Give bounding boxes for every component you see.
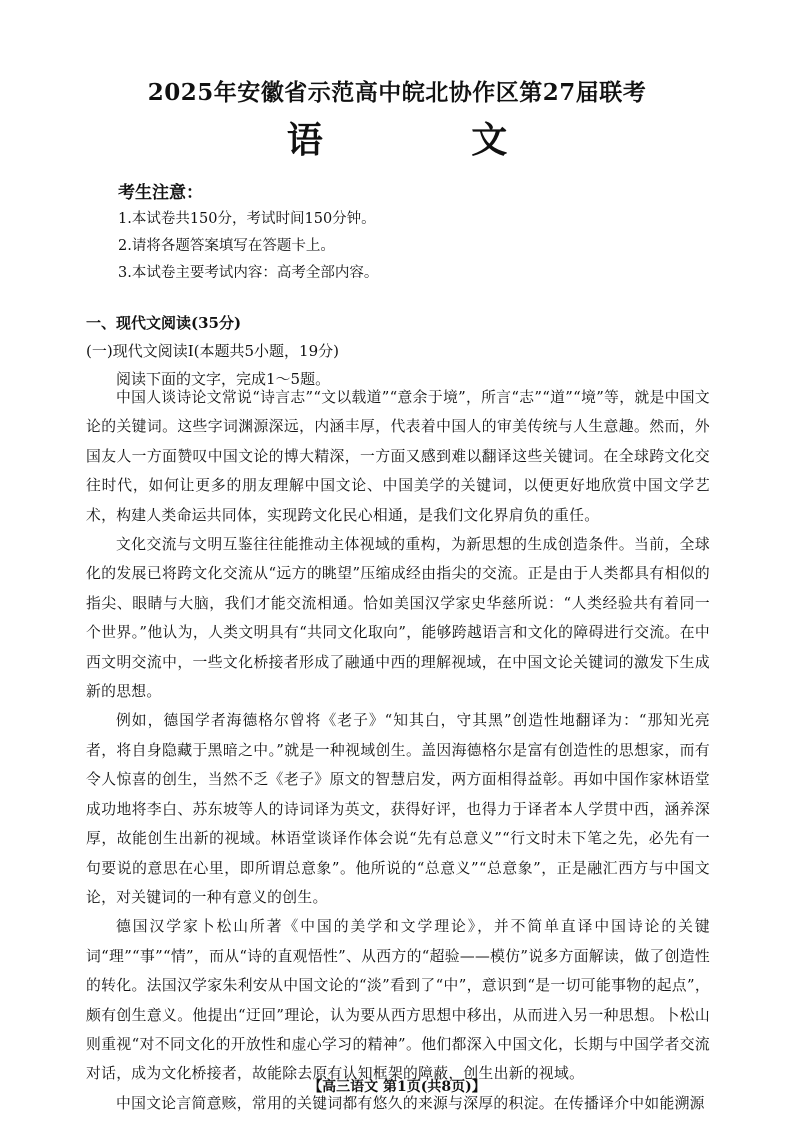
notice-item: 1.本试卷共150分，考试时间150分钟。 <box>118 211 376 227</box>
page-footer: 【高三语文 第1页(共8页)】 <box>308 1079 486 1095</box>
passage-body <box>86 383 710 1118</box>
passage-paragraph: 文化交流与文明互鉴往往能推动主体视域的重构，为新思想的生成创造条件。当前，全球化的发展已将跨文化交流从“远方的眺望”压缩成经由指尖的交流。正是由于人类都具有相似的指尖、眼睛与大脑，我们才能交流相通。恰如美国汉学家史华慈所说：“人类经验共有着同一个世界。”他认为，人类文明具有“共同文化取向”，能够跨越语言和文化的障碍进行交流。在中西文明交流中，一些文化桥接者形成了融通中西的理解视域，在中国文论关键词的激发下生成新的思想。 <box>86 536 710 701</box>
reading-instruction: 阅读下面的文字，完成1～5题。 <box>116 370 331 388</box>
passage-paragraph: 例如，德国学者海德格尔曾将《老子》“知其白，守其黑”创造性地翻译为：“那知光亮者，将自身隐藏于黑暗之中。”就是一种视域创生。盖因海德格尔是富有创造性的思想家，而有令人惊喜的创生，当然不乏《老子》原文的智慧启发，两方面相得益彰。再如中国作家林语堂成功地将李白、苏东坡等人的诗词译为英文，获得好评，也得力于译者本人学贯中西，涵养深厚，故能创生出新的视域。林语堂谈译作体会说“先有总意义”“行文时未下笔之先，必先有一句要说的意思在心里，即所谓总意象”。他所说的“总意义”“总意象”，正是融汇西方与中国文论，对关键词的一种有意义的创生。 <box>86 712 711 906</box>
notice-title: 考生注意： <box>118 183 203 203</box>
notice-list <box>118 206 378 287</box>
section-heading: 一、现代文阅读(35分) <box>86 314 242 332</box>
subject-title: 语 文 <box>286 119 556 161</box>
passage-paragraph: 中国文论言简意赅，常用的关键词都有悠久的来源与深厚的积淀。在传播译介中如能溯源 <box>116 1094 705 1112</box>
passage-paragraph: 中国人谈诗论文常说“诗言志”“文以载道”“意余于境”，所言“志”“道”“境”等，就是中国文论的关键词。这些字词渊源深远，内涵丰厚，代表着中国人的审美传统与人生意趣。然而，外国友人一方面赞叹中国文论的博大精深，一方面又感到难以翻译这些关键词。在全球跨文化交往时代，如何让更多的朋友理解中国文论、中国美学的关键词，以便更好地欣赏中国文学艺术，构建人类命运共同体，实现跨文化民心相通，是我们文化界肩负的重任。 <box>86 389 710 524</box>
exam-title: 2025年安徽省示范高中皖北协作区第27届联考 <box>147 79 647 106</box>
section-subheading: (一)现代文阅读Ⅰ(本题共5小题，19分) <box>86 342 339 360</box>
notice-item: 3.本试卷主要考试内容：高考全部内容。 <box>118 265 379 281</box>
passage-paragraph: 德国汉学家卜松山所著《中国的美学和文学理论》，并不简单直译中国诗论的关键词“理”“事”“情”，而从“诗的直观悟性”、从西方的“超验——模仿”说多方面解读，做了创造性的转化。法国汉学家朱利安从中国文论的“淡”看到了“中”，意识到“是一切可能事物的起点”，颇有创生意义。他提出“迂回”理论，认为要从西方思想中移出，从而进入另一种思想。卜松山则重视“对不同文化的开放性和虚心学习的精神”。他们都深入中国文化，长期与中国学者交流对话，成为文化桥接者，故能除去原有认知框架的障蔽，创生出新的视域。 <box>86 918 710 1083</box>
notice-item: 2.请将各题答案填写在答题卡上。 <box>118 238 335 254</box>
